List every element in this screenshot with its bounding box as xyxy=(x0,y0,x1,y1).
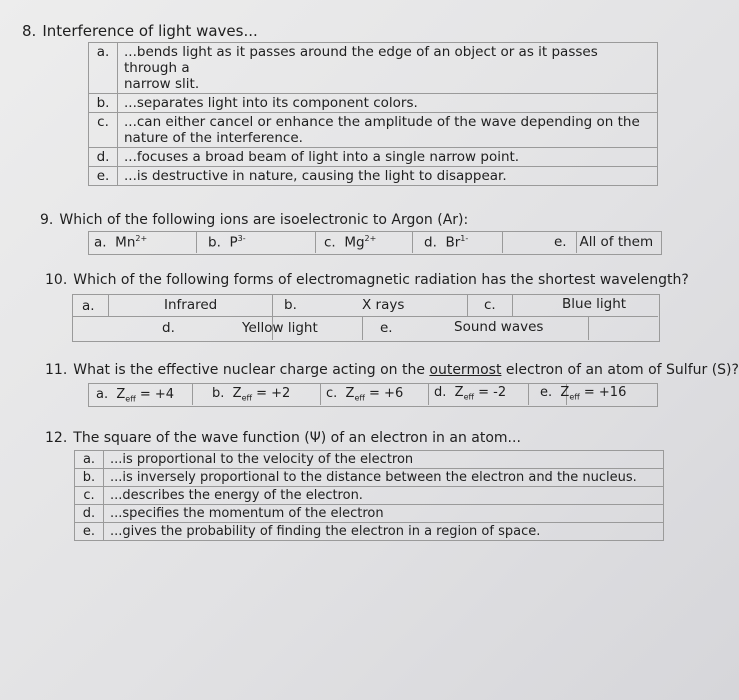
option-text: ...gives the probability of finding the electron in a region of space. xyxy=(104,523,664,541)
option-a-letter: a. xyxy=(82,298,95,314)
option-e[interactable]: e. $Z_{eff} = +16$ xyxy=(540,385,627,402)
option-text: ...is inversely proportional to the distance between the electron and the nucleus. xyxy=(104,469,664,487)
question-number: 8. xyxy=(22,22,37,40)
option-letter: c. xyxy=(75,487,104,505)
option-b[interactable]: X rays xyxy=(362,297,405,313)
option-d[interactable]: d. $Z_{eff} = -2$ xyxy=(434,385,507,402)
option-row[interactable] xyxy=(75,523,664,541)
option-letter: e. xyxy=(89,167,118,186)
option-row[interactable] xyxy=(89,43,658,94)
option-row[interactable] xyxy=(89,94,658,113)
option-letter: b. xyxy=(75,469,104,487)
option-text: ...focuses a broad beam of light into a single narrow point. xyxy=(118,148,658,167)
option-a[interactable]: Infrared xyxy=(164,297,218,313)
option-row[interactable] xyxy=(89,113,658,148)
option-text: ...describes the energy of the electron. xyxy=(104,487,664,505)
question-text: Which of the following forms of electromagnetic radiation has the shortest wavelength? xyxy=(73,272,689,288)
option-e-letter: e. xyxy=(380,320,393,336)
question-text: Which of the following ions are isoelectronic to Argon (Ar): xyxy=(59,212,469,228)
option-a[interactable]: a. $Z_{eff} = +4$ xyxy=(96,387,175,404)
option-row[interactable] xyxy=(75,451,664,469)
option-row[interactable] xyxy=(75,487,664,505)
option-row[interactable] xyxy=(75,469,664,487)
underlined-word: outermost xyxy=(429,362,502,378)
option-letter: b. xyxy=(89,94,118,113)
question-11-title: 11. What is the effective nuclear charge acting on the outermost electron of an atom of Sulfur (S)? xyxy=(45,362,739,378)
option-text: ...specifies the momentum of the electron xyxy=(104,505,664,523)
option-letter: c. xyxy=(89,113,118,148)
option-row[interactable] xyxy=(75,505,664,523)
question-9-title xyxy=(40,212,468,228)
question-8-options xyxy=(88,42,658,186)
option-d[interactable]: d. $Br^{1-}$ xyxy=(424,234,469,251)
option-row[interactable] xyxy=(89,167,658,186)
option-row[interactable] xyxy=(89,148,658,167)
question-number: 10. xyxy=(45,272,68,288)
question-number: 9. xyxy=(40,212,54,228)
option-text: ...separates light into its component colors. xyxy=(118,94,658,113)
option-a[interactable]: a. $Mn^{2+}$ xyxy=(94,234,148,251)
option-c[interactable]: c. $Z_{eff} = +6$ xyxy=(326,386,404,403)
question-12-options xyxy=(74,450,664,541)
option-text: ...is destructive in nature, causing the light to disappear. xyxy=(118,167,658,186)
option-text: ...bends light as it passes around the edge of an object or as it passes through a narrow slit. xyxy=(118,43,658,94)
option-letter: e. xyxy=(75,523,104,541)
option-letter: d. xyxy=(75,505,104,523)
option-b[interactable]: b. $Z_{eff} = +2$ xyxy=(212,386,291,403)
option-d-letter: d. xyxy=(162,320,175,336)
option-e[interactable]: Sound waves xyxy=(454,319,544,335)
option-c[interactable]: c. $Mg^{2+}$ xyxy=(324,234,377,251)
question-number: 11. xyxy=(45,362,68,378)
option-c[interactable]: Blue light xyxy=(562,296,627,312)
option-text: ...can either cancel or enhance the amplitude of the wave depending on the nature of the interference. xyxy=(118,113,658,148)
option-b-letter: b. xyxy=(284,297,297,313)
option-e[interactable]: e. All of them xyxy=(554,234,654,250)
option-letter: a. xyxy=(75,451,104,469)
option-letter: a. xyxy=(89,43,118,94)
option-letter: d. xyxy=(89,148,118,167)
option-b[interactable]: b. $P^{3-}$ xyxy=(208,234,246,251)
question-number: 12. xyxy=(45,430,68,446)
question-10-title xyxy=(45,272,689,288)
question-text: The square of the wave function (Ψ) of an electron in an atom... xyxy=(73,430,521,446)
question-12-title xyxy=(45,430,521,446)
question-text: Interference of light waves... xyxy=(42,22,258,40)
option-c-letter: c. xyxy=(484,297,496,313)
question-8-title xyxy=(22,22,258,40)
option-d[interactable]: Yellow light xyxy=(242,320,318,336)
option-text: ...is proportional to the velocity of the electron xyxy=(104,451,664,469)
